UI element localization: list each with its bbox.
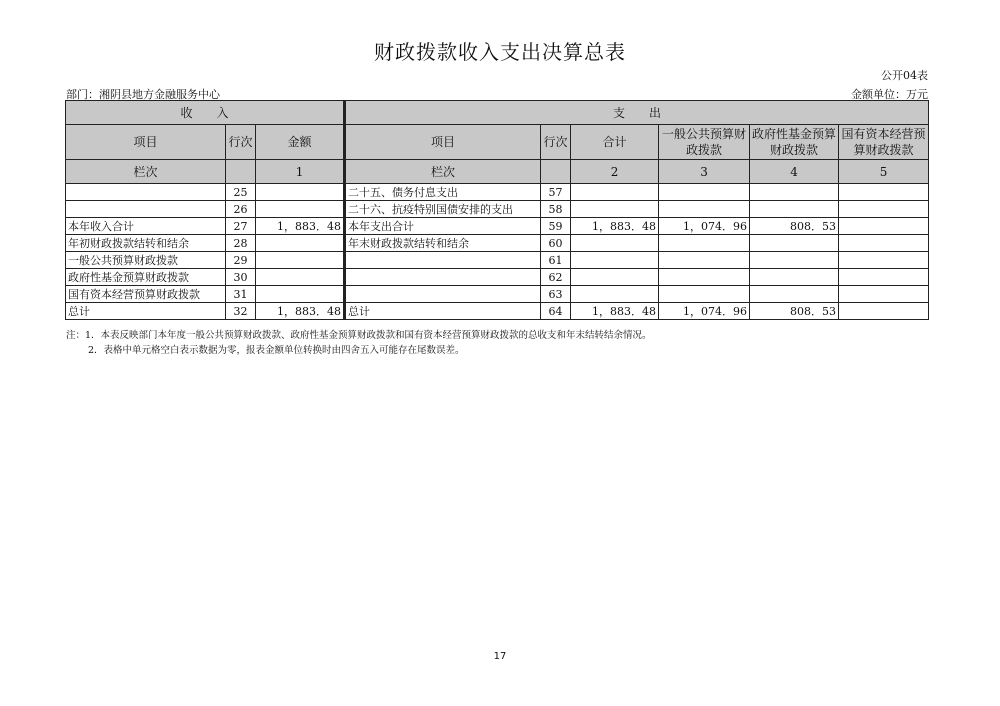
col-number-1: 1 <box>256 160 345 184</box>
state-capital-cell <box>839 286 929 303</box>
income-row-cell: 31 <box>226 286 256 303</box>
income-item-cell <box>66 201 226 218</box>
state-capital-cell <box>839 303 929 320</box>
total-cell <box>571 252 659 269</box>
gov-fund-header: 政府性基金预算财政拨款 <box>750 125 839 160</box>
income-amount-cell <box>256 201 345 218</box>
income-item-cell: 政府性基金预算财政拨款 <box>66 269 226 286</box>
gov-fund-cell <box>750 184 839 201</box>
expense-row-header: 行次 <box>541 125 571 160</box>
income-amount-cell <box>256 184 345 201</box>
total-cell <box>571 235 659 252</box>
income-row-cell: 30 <box>226 269 256 286</box>
income-amount-cell <box>256 286 345 303</box>
general-budget-cell <box>659 201 750 218</box>
general-budget-cell <box>659 252 750 269</box>
column-number-row <box>66 160 929 184</box>
state-capital-cell <box>839 235 929 252</box>
col-number-4: 4 <box>750 160 839 184</box>
total-header: 合计 <box>571 125 659 160</box>
total-cell <box>571 269 659 286</box>
form-code: 公开04表 <box>881 69 928 82</box>
expense-item-cell: 年末财政拨款结转和结余 <box>345 235 541 252</box>
income-amount-cell <box>256 252 345 269</box>
income-row-cell: 25 <box>226 184 256 201</box>
table-row <box>66 252 929 269</box>
income-item-header: 项目 <box>66 125 226 160</box>
gov-fund-cell: 808．53 <box>750 303 839 320</box>
state-capital-cell <box>839 218 929 235</box>
total-cell: 1，883．48 <box>571 218 659 235</box>
general-budget-cell <box>659 235 750 252</box>
table-row <box>66 201 929 218</box>
col-number-5: 5 <box>839 160 929 184</box>
gov-fund-cell <box>750 235 839 252</box>
income-item-cell: 总计 <box>66 303 226 320</box>
expense-item-cell <box>345 252 541 269</box>
general-budget-header: 一般公共预算财政拨款 <box>659 125 750 160</box>
income-item-cell <box>66 184 226 201</box>
income-amount-cell <box>256 269 345 286</box>
expense-item-cell <box>345 286 541 303</box>
budget-table <box>65 100 929 320</box>
table-row <box>66 286 929 303</box>
gov-fund-cell <box>750 269 839 286</box>
total-cell: 1，883．48 <box>571 303 659 320</box>
gov-fund-cell <box>750 201 839 218</box>
income-amount-cell <box>256 235 345 252</box>
page-number: 17 <box>493 651 507 662</box>
col-empty <box>541 160 571 184</box>
table-header-row <box>66 125 929 160</box>
col-number-2: 2 <box>571 160 659 184</box>
income-amount-cell: 1，883．48 <box>256 303 345 320</box>
income-item-cell: 本年收入合计 <box>66 218 226 235</box>
expense-row-cell: 57 <box>541 184 571 201</box>
table-header-group-row <box>66 101 929 125</box>
table-row <box>66 269 929 286</box>
department-label: 部门：湘阴县地方金融服务中心 <box>66 88 220 101</box>
table-row <box>66 218 929 235</box>
state-capital-cell <box>839 269 929 286</box>
state-capital-cell <box>839 184 929 201</box>
expense-row-cell: 64 <box>541 303 571 320</box>
income-item-cell: 一般公共预算财政拨款 <box>66 252 226 269</box>
total-cell <box>571 184 659 201</box>
expense-item-cell: 本年支出合计 <box>345 218 541 235</box>
general-budget-cell: 1，074．96 <box>659 218 750 235</box>
col-empty <box>226 160 256 184</box>
expense-item-cell: 二十六、抗疫特别国债安排的支出 <box>345 201 541 218</box>
col-number-3: 3 <box>659 160 750 184</box>
total-cell <box>571 201 659 218</box>
income-row-cell: 27 <box>226 218 256 235</box>
expense-item-header: 项目 <box>345 125 541 160</box>
page-title: 财政拨款收入支出决算总表 <box>374 40 626 64</box>
expense-row-cell: 61 <box>541 252 571 269</box>
expense-header: 支 出 <box>345 101 929 125</box>
general-budget-cell: 1，074．96 <box>659 303 750 320</box>
income-row-cell: 28 <box>226 235 256 252</box>
gov-fund-cell <box>750 252 839 269</box>
expense-row-cell: 58 <box>541 201 571 218</box>
unit-label: 金额单位：万元 <box>851 88 928 101</box>
expense-row-cell: 59 <box>541 218 571 235</box>
income-header: 收 入 <box>66 101 345 125</box>
income-row-cell: 29 <box>226 252 256 269</box>
general-budget-cell <box>659 286 750 303</box>
income-item-cell: 年初财政拨款结转和结余 <box>66 235 226 252</box>
gov-fund-cell <box>750 286 839 303</box>
income-amount-header: 金额 <box>256 125 345 160</box>
income-item-cell: 国有资本经营预算财政拨款 <box>66 286 226 303</box>
col-label-left: 栏次 <box>66 160 226 184</box>
expense-row-cell: 62 <box>541 269 571 286</box>
income-row-cell: 32 <box>226 303 256 320</box>
general-budget-cell <box>659 269 750 286</box>
state-capital-cell <box>839 252 929 269</box>
gov-fund-cell: 808．53 <box>750 218 839 235</box>
expense-item-cell: 二十五、债务付息支出 <box>345 184 541 201</box>
note-1: 注：1．本表反映部门本年度一般公共预算财政拨款、政府性基金预算财政拨款和国有资本经营预算财政拨款的总收支和年末结转结余情况。 <box>66 330 652 341</box>
state-capital-header: 国有资本经营预算财政拨款 <box>839 125 929 160</box>
expense-row-cell: 63 <box>541 286 571 303</box>
total-cell <box>571 286 659 303</box>
table-row <box>66 184 929 201</box>
expense-item-cell: 总计 <box>345 303 541 320</box>
income-row-cell: 26 <box>226 201 256 218</box>
expense-row-cell: 60 <box>541 235 571 252</box>
expense-item-cell <box>345 269 541 286</box>
col-label-right: 栏次 <box>345 160 541 184</box>
table-row <box>66 235 929 252</box>
table-notes <box>66 328 652 358</box>
general-budget-cell <box>659 184 750 201</box>
note-2: 2．表格中单元格空白表示数据为零，报表金额单位转换时由四舍五入可能存在尾数误差。 <box>88 345 465 356</box>
income-row-header: 行次 <box>226 125 256 160</box>
income-amount-cell: 1，883．48 <box>256 218 345 235</box>
state-capital-cell <box>839 201 929 218</box>
table-row <box>66 303 929 320</box>
